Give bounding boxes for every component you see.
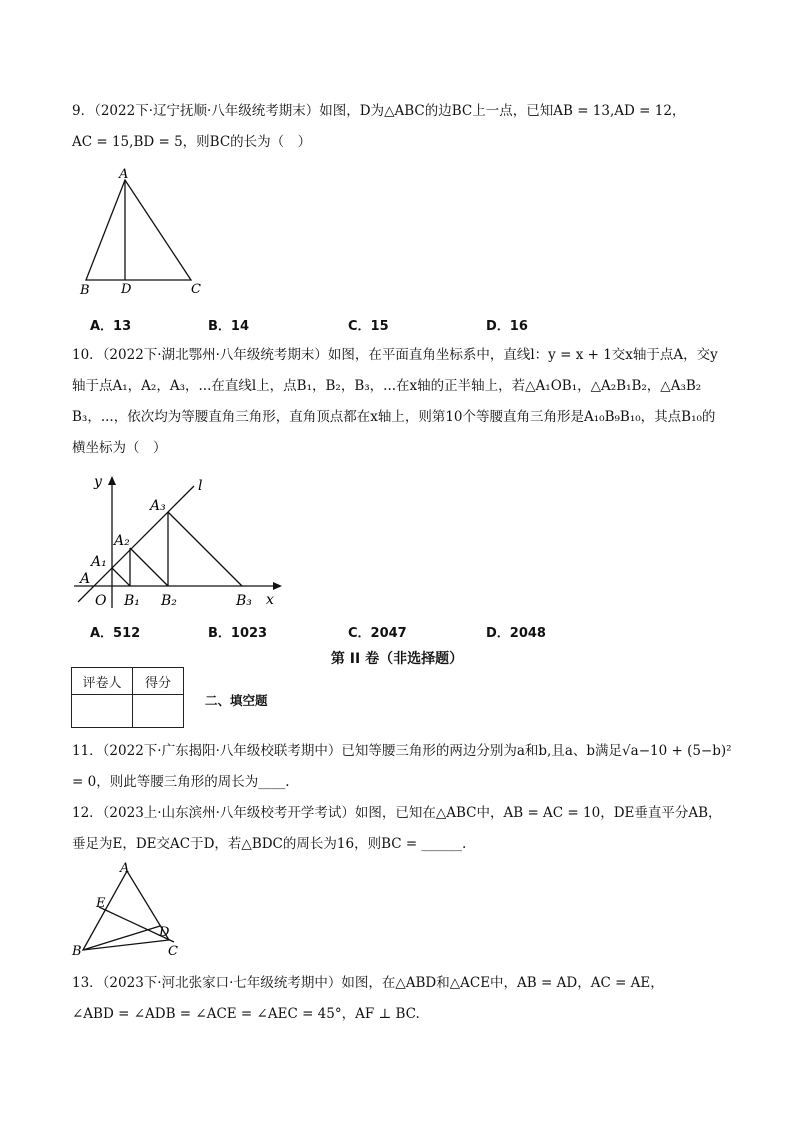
score-table <box>71 667 184 728</box>
x-axis-arrow <box>273 582 282 590</box>
q10-option-b[interactable]: B．1023 <box>208 626 268 641</box>
q13-text-line1: 13．（2023下·河北张家口·七年级统考期中）如图，在△ABD和△ACE中，AB = AD，AC = AE， <box>72 975 664 991</box>
q12-triangle-figure <box>70 860 200 965</box>
label-b1: B₁ <box>124 593 140 609</box>
q10-option-d[interactable]: D．2048 <box>486 626 546 641</box>
score-cell <box>133 695 184 728</box>
q9-text-line1: 9．（2022下·辽宁抚顺·八年级统考期末）如图，D为△ABC的边BC上一点，已知AB = 13,AD = 12， <box>72 103 686 119</box>
line-l <box>78 486 194 602</box>
label-e: E <box>96 896 106 911</box>
q9-option-b[interactable]: B．14 <box>208 319 249 334</box>
q10-text-line2: 轴于点A₁，A₂，A₃，...在直线l上，点B₁，B₂，B₃，...在x轴的正半轴上，若△A₁OB₁，△A₂B₁B₂，△A₃B₂ <box>72 378 702 394</box>
label-a3: A₃ <box>150 498 166 514</box>
label-c: C <box>191 282 201 297</box>
q10-option-a[interactable]: A．512 <box>90 626 141 641</box>
q9-option-d[interactable]: D．16 <box>486 319 528 334</box>
label-d: D <box>159 925 170 940</box>
q10-text-line4: 横坐标为（ ） <box>72 440 167 456</box>
q10-option-c[interactable]: C．2047 <box>348 626 407 641</box>
q12-text-line1: 12．（2023上·山东滨州·八年级校考开学考试）如图，已知在△ABC中，AB = AC = 10，DE垂直平分AB， <box>72 805 722 821</box>
label-b3: B₃ <box>236 593 252 609</box>
q12-text-line2: 垂足为E，DE交AC于D，若△BDC的周长为16，则BC = ______. <box>72 836 467 852</box>
q9-triangle-figure <box>70 160 230 300</box>
label-b: B <box>72 944 82 959</box>
q9-option-a[interactable]: A．13 <box>90 319 132 334</box>
label-o: O <box>95 593 107 609</box>
label-x: x <box>266 592 274 608</box>
label-a: A <box>80 571 91 587</box>
label-b2: B₂ <box>161 593 177 609</box>
q9-text-line2: AC = 15,BD = 5，则BC的长为（ ） <box>72 134 312 150</box>
grader-header: 评卷人 <box>72 668 133 695</box>
label-a1: A₁ <box>91 554 107 570</box>
grader-cell <box>72 695 133 728</box>
q10-text-line1: 10．（2022下·湖北鄂州·八年级统考期末）如图，在平面直角坐标系中，直线l：y = x + 1交x轴于点A，交y <box>72 347 718 363</box>
section-title: 第 II 卷（非选择题） <box>330 651 464 667</box>
label-d: D <box>121 282 132 297</box>
label-a: A <box>120 861 130 876</box>
triangle-abc <box>86 180 191 280</box>
q10-text-line3: B₃，...，依次均为等腰直角三角形，直角顶点都在x轴上，则第10个等腰直角三角形是A₁₀B₉B₁₀，其点B₁₀的 <box>72 409 716 425</box>
y-axis-arrow <box>108 476 116 485</box>
label-b: B <box>80 283 90 298</box>
part-heading: 二、填空题 <box>205 693 268 708</box>
label-y: y <box>94 474 102 490</box>
q10-coordinate-figure <box>70 470 300 620</box>
q11-text-line2: = 0，则此等腰三角形的周长为____. <box>72 774 290 790</box>
q13-text-line2: ∠ABD = ∠ADB = ∠ACE = ∠AEC = 45°，AF ⊥ BC. <box>72 1006 420 1022</box>
q9-option-c[interactable]: C．15 <box>348 319 389 334</box>
label-l: l <box>198 478 203 494</box>
score-header: 得分 <box>133 668 184 695</box>
label-a: A <box>119 167 129 182</box>
q11-text-line1: 11．（2022下·广东揭阳·八年级校联考期中）已知等腰三角形的两边分别为a和b,且a、b满足√a−10 + (5−b)² <box>72 743 732 759</box>
label-c: C <box>168 944 178 959</box>
label-a2: A₂ <box>114 533 130 549</box>
